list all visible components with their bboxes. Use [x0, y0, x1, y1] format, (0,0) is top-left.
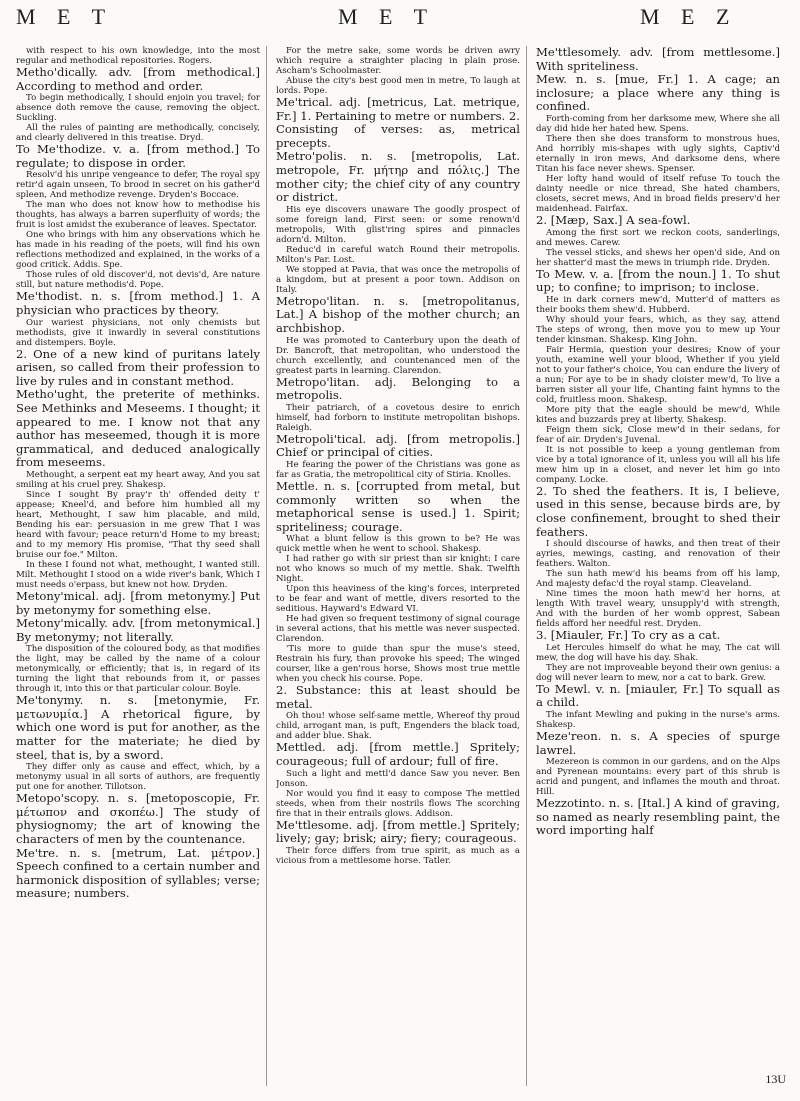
entry-definition: Me'ttlesome. adj. [from mettle.] Spritely; lively; gay; brisk; airy; fiery; courageous. — [276, 817, 520, 846]
entry-definition: Me'tre. n. s. [metrum, Lat. μέτρον.] Speech confined to a certain number and harmonick disposition of syllables; verse; measure; numbers. — [16, 845, 260, 901]
entry-quotation: Feign them sick, Close mew'd in their sedans, for fear of air. Dryden's Juvenal. — [536, 424, 780, 445]
entry-quotation: Her lofty hand would of itself refuse To touch the dainty needle or nice thread, She hated chambers, closets, secret mews, And in broad fields preserv'd her maidenhead. Fairfax. — [536, 173, 780, 214]
column-divider — [266, 46, 267, 1086]
entry-quotation: To begin methodically, I should enjoin you travel; for absence doth remove the cause, removing the object. Suckling. — [16, 93, 260, 124]
entry-definition: To Mewl. v. n. [miauler, Fr.] To squall as a child. — [536, 681, 780, 710]
entry-quotation: His eye discovers unaware The goodly prospect of some foreign land, First seen: or some renown'd metropolis, With glist'ring spires and pinnacles adorn'd. Milton. — [276, 204, 520, 245]
entry-definition: To Me'thodize. v. a. [from method.] To regulate; to dispose in order. — [16, 142, 260, 170]
entry-definition: Mew. n. s. [mue, Fr.] 1. A cage; an inclosure; a place where any thing is confined. — [536, 72, 780, 114]
entry-quotation: Our wariest physicians, not only chemists but methodists, give it inwardly in several constitutions and distempers. Boyle. — [16, 317, 260, 348]
entry-quotation: More pity that the eagle should be mew'd, While kites and buzzards prey at liberty. Shakesp. — [536, 404, 780, 425]
entry-definition: Me'tonymy. n. s. [metonymie, Fr. μετωνυμία.] A rhetorical figure, by which one word is put for another, as the matter for the materiate; he died by steel, that is, by a sword. — [16, 693, 260, 762]
entry-quotation: Let Hercules himself do what he may, The cat will mew, the dog will have his day. Shak. — [536, 642, 780, 663]
entry-quotation: Their patriarch, of a covetous desire to enrich himself, had forborn to institute metropolitan bishops. Raleigh. — [276, 402, 520, 433]
entry-quotation: Their force differs from true spirit, as much as a vicious from a mettlesome horse. Tatler. — [276, 845, 520, 866]
entry-quotation: Abuse the city's best good men in metre, To laugh at lords. Pope. — [276, 76, 520, 96]
entry-quotation: Reduc'd in careful watch Round their metropolis. Milton's Par. Lost. — [276, 244, 520, 265]
entry-quotation: The man who does not know how to methodise his thoughts, has always a barren superfluity of words; the fruit is lost amidst the exuberance of leaves. Spectator. — [16, 200, 260, 231]
entry-definition: 3. [Miauler, Fr.] To cry as a cat. — [536, 628, 721, 643]
entry-quotation: He fearing the power of the Christians was gone as far as Gratia, the metropolitical city of Stiria. Knolles. — [276, 459, 520, 480]
entry-definition: Metropoli'tical. adj. [from metropolis.] Chief or principal of cities. — [276, 431, 520, 460]
entry-definition: Metony'mically. adv. [from metonymical.] By metonymy; not literally. — [16, 616, 260, 644]
entry-definition: Metopo'scopy. n. s. [metoposcopie, Fr. μέτωπον and σκοπέω.] The study of physiognomy; the art of knowing the characters of men by the countenance. — [16, 791, 260, 847]
entry-definition: Me'trical. adj. [metricus, Lat. metrique, Fr.] 1. Pertaining to metre or numbers. 2. Consisting of verses: as, metrical precepts. — [276, 95, 520, 150]
entry-quotation: Upon this heaviness of the king's forces, interpreted to be fear and want of mettle, divers resorted to the seditious. Hayward's Edward VI. — [276, 584, 520, 615]
entry-quotation: It is not possible to keep a young gentleman from vice by a total ignorance of it, unless you will all his life mew him up in a closet, and never let him go into company. Locke. — [536, 444, 780, 485]
entry-quotation: The infant Mewling and puking in the nurse's arms. Shakesp. — [536, 709, 780, 730]
entry-definition: Metropo'litan. n. s. [metropolitanus, Lat.] A bishop of the mother church; an archbishop. — [276, 293, 520, 335]
entry-definition: 2. To shed the feathers. It is, I believe, used in this sense, because birds are, by close confinement, brought to shed their feathers. — [536, 483, 780, 539]
entry-definition: Me'thodist. n. s. [from method.] 1. A physician who practices by theory. — [16, 289, 260, 317]
entry-quotation: In these I found not what, methought, I wanted still. Milt. Methought I stood on a wide river's bank, Which I must needs o'erpass, but knew not how. Dryden. — [16, 559, 260, 590]
entry-quotation: The vessel sticks, and shews her open'd side, And on her shatter'd mast the mews in triumph ride. Dryden. — [536, 247, 780, 268]
entry-quotation: Mezereon is common in our gardens, and on the Alps and Pyrenean mountains: every part of this shrub is acrid and pungent, and inflames the mouth and throat. Hill. — [536, 757, 780, 798]
entry-quotation: They differ only as cause and effect, which, by a metonymy usual in all sorts of authors, are frequently put one for another. Tillotson. — [16, 762, 260, 793]
entry-definition: 2. [Mæp, Sax.] A sea-fowl. — [536, 212, 691, 227]
entry-definition: Metho'ught, the preterite of methinks. See Methinks and Meseems. I thought; it appeared to me. I know not that any author has meseemed, though it is more grammatical, and deduced analogically from meseems. — [16, 387, 260, 470]
running-head-right: M E Z — [640, 4, 738, 29]
running-head-center: M E T — [338, 4, 436, 29]
entry-definition: Metony'mical. adj. [from metonymy.] Put by metonymy for something else. — [16, 588, 260, 617]
entry-definition: Mezzotinto. n. s. [Ital.] A kind of graving, so named as nearly resembling paint, the word importing half — [536, 796, 780, 838]
entry-definition: To Mew. v. a. [from the noun.] 1. To shut up; to confine; to imprison; to inclose. — [536, 266, 780, 295]
entry-quotation: There then she does transform to monstrous hues, And horribly mis-shapes with ugly sights, Captiv'd eternally in iron mews, And darksome dens, where Titan his face never shews. Spenser. — [536, 133, 780, 174]
entry-quotation: 'Tis more to guide than spur the muse's steed, Restrain his fury, than provoke his speed; The winged courser, like a gen'rous horse, Shows most true mettle when you check his course. Pope. — [276, 644, 520, 685]
entry-quotation: Fair Hermia, question your desires; Know of your youth, examine well your blood, Whether if you yield not to your father's choice, You can endure the livery of a nun; For aye to be in shady cloister mew'd, To live a barren sister all your life, Chanting faint hymns to the cold, fruitless moon. Shakesp. — [536, 344, 780, 405]
entry-definition: Metropo'litan. adj. Belonging to a metropolis. — [276, 374, 520, 403]
entry-quotation: One who brings with him any observations which he has made in his reading of the poets, will find his own reflections methodized and explained, in the works of a good critick. Addis. Spe. — [16, 230, 260, 271]
entry-quotation: The sun hath mew'd his beams from off his lamp, And majesty defac'd the royal stamp. Cleaveland. — [536, 569, 780, 590]
entry-quotation: Oh thou! whose self-same mettle, Whereof thy proud child, arrogant man, is puft, Engenders the black toad, and adder blue. Shak. — [276, 711, 520, 742]
entry-definition: 2. One of a new kind of puritans lately arisen, so called from their profession to live by rules and in constant method. — [16, 346, 260, 388]
running-head-left: M E T — [16, 4, 114, 29]
entry-quotation: What a blunt fellow is this grown to be? He was quick mettle when he went to school. Shakesp. — [276, 534, 520, 555]
entry-definition: 2. Substance: this at least should be metal. — [276, 683, 520, 711]
entry-quotation: Those rules of old discover'd, not devis'd, Are nature still, but nature methodis'd. Pope. — [16, 270, 260, 291]
entry-quotation: He had given so frequent testimony of signal courage in several actions, that his mettle was never suspected. Clarendon. — [276, 614, 520, 645]
entry-quotation: We stopped at Pavia, that was once the metropolis of a kingdom, but at present a poor town. Addison on Italy. — [276, 264, 520, 295]
entry-definition: Meze'reon. n. s. A species of spurge lawrel. — [536, 728, 780, 757]
entry-quotation: He was promoted to Canterbury upon the death of Dr. Bancroft, that metropolitan, who understood the church excellently, and countenanced men of the greatest parts in learning. Clarendon. — [276, 335, 520, 376]
column-divider — [526, 46, 527, 1086]
entry-quotation: Forth-coming from her darksome mew, Where she all day did hide her hated hew. Spens. — [536, 113, 780, 134]
entry-quotation: He in dark corners mew'd, Mutter'd of matters as their books them shew'd. Hubberd. — [536, 294, 780, 315]
column-center — [276, 46, 520, 1092]
entry-quotation: All the rules of painting are methodically, concisely, and clearly delivered in this treatise. Dryd. — [16, 123, 260, 144]
entry-quotation: Methought, a serpent eat my heart away, And you sat smiling at his cruel prey. Shakesp. — [16, 469, 260, 490]
entry-quotation: Since I sought By pray'r th' offended deity t' appease; Kneel'd, and before him humbled all my heart, Methought, I saw him placable, and mild, Bending his ear: persuasion in me grew That I was heard with favour; peace return'd Home to my breast; and to my memory His promise, "That thy seed shall bruise our foe." Milton. — [16, 489, 260, 560]
entry-definition: Metho'dically. adv. [from methodical.] According to method and order. — [16, 65, 260, 93]
entry-quotation: Such a light and mettl'd dance Saw you never. Ben Jonson. — [276, 768, 520, 789]
page-number: 13U — [765, 1072, 786, 1086]
entry-definition: Mettle. n. s. [corrupted from metal, but commonly written so when the metaphorical sense is used.] 1. Spirit; spriteliness; courage. — [276, 478, 520, 534]
entry-quotation: Why should your fears, which, as they say, attend The steps of wrong, then move you to mew up Your tender kinsman. Shakesp. King John. — [536, 314, 780, 345]
entry-definition: Me'ttlesomely. adv. [from mettlesome.] With spriteliness. — [536, 46, 780, 73]
entry-quotation: Resolv'd his unripe vengeance to defer, The royal spy retir'd again unseen, To brood in secret on his gather'd spleen, And methodize revenge. Dryden's Boccace. — [16, 170, 260, 201]
entry-definition: Metro'polis. n. s. [metropolis, Lat. metropole, Fr. μήτηρ and πόλις.] The mother city; the chief city of any country or district. — [276, 149, 520, 205]
entry-quotation: with respect to his own knowledge, into the most regular and methodical repositories. Rogers. — [16, 46, 260, 66]
entry-quotation: Among the first sort we reckon coots, sanderlings, and mewes. Carew. — [536, 227, 780, 248]
entry-quotation: The disposition of the coloured body, as that modifies the light, may be called by the name of a colour metonymically, or efficiently; that is, in regard of its turning the light that rebounds from it, or passes through it, into this or that particular colour. Boyle. — [16, 644, 260, 695]
entry-quotation: I had rather go with sir priest than sir knight: I care not who knows so much of my mettle. Shak. Twelfth Night. — [276, 554, 520, 585]
column-left — [16, 46, 260, 1092]
entry-quotation: Nine times the moon hath mew'd her horns, at length With travel weary, unsupply'd with strength, And with the burden of her womb opprest, Sabean fields afford her needful rest. Dryden. — [536, 589, 780, 630]
entry-quotation: Nor would you find it easy to compose The mettled steeds, when from their nostrils flows The scorching fire that in their entrails glows. Addison. — [276, 788, 520, 819]
column-right — [536, 46, 780, 1092]
entry-definition: Mettled. adj. [from mettle.] Spritely; courageous; full of ardour; full of fire. — [276, 740, 520, 769]
entry-quotation: I should discourse of hawks, and then treat of their ayries, mewings, casting, and renovation of their feathers. Walton. — [536, 539, 780, 570]
entry-quotation: They are not improveable beyond their own genius: a dog will never learn to mew, nor a cat to bark. Grew. — [536, 662, 780, 683]
entry-quotation: For the metre sake, some words be driven awry which require a straighter placing in plain prose. Ascham's Schoolmaster. — [276, 46, 520, 76]
